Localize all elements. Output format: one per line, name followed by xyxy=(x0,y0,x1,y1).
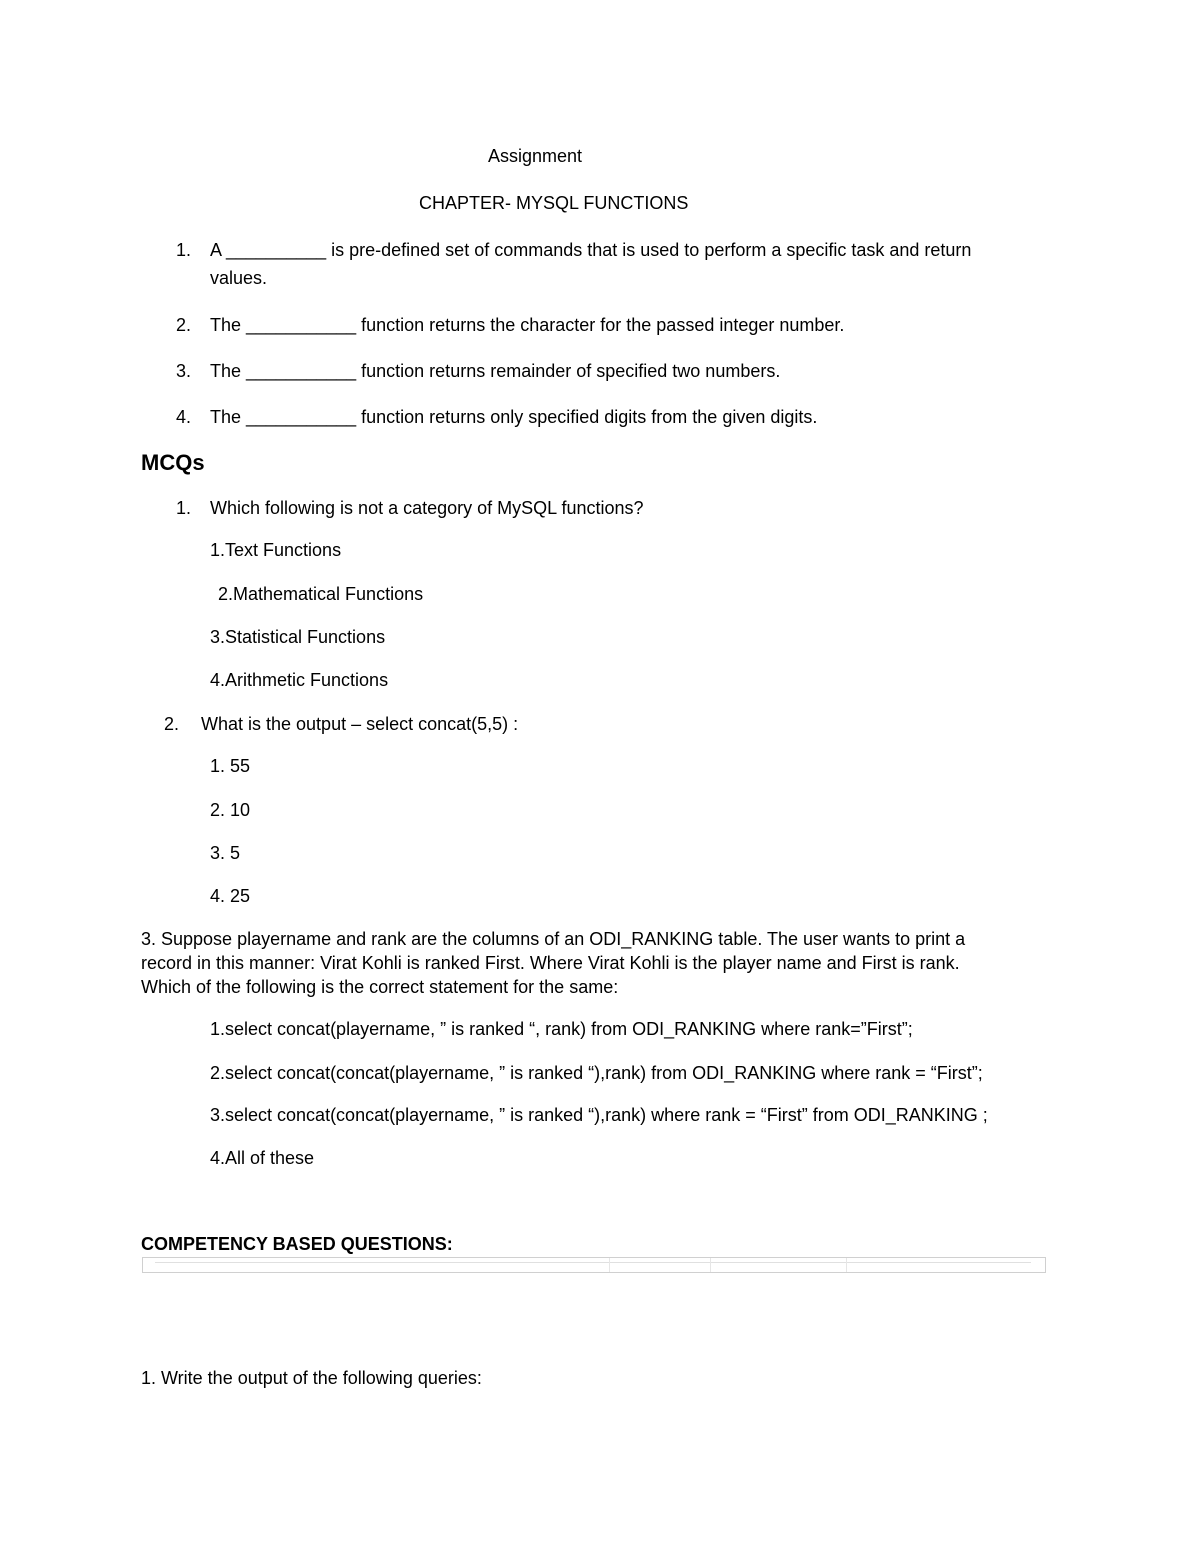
question-text: The ___________ function returns remainder of specified two numbers. xyxy=(210,361,781,381)
mcq-question-2 xyxy=(164,712,518,736)
mcq-question-3-line-3: Which of the following is the correct statement for the same: xyxy=(141,977,619,997)
mcq-heading: MCQs xyxy=(141,450,205,475)
question-text: A __________ is pre-defined set of commands that is used to perform a specific task and return xyxy=(210,240,972,260)
blank-question-1-cont: values. xyxy=(210,268,268,288)
empty-table xyxy=(142,1257,1046,1273)
mcq1-option-4: 4.Arithmetic Functions xyxy=(210,670,389,690)
mcq3-option-1: 1.select concat(playername, ” is ranked “, rank) from ODI_RANKING where rank=”First”; xyxy=(210,1019,913,1039)
mcq-question-1 xyxy=(176,496,644,520)
mcq1-option-1: 1.Text Functions xyxy=(210,540,342,560)
table-inner-line xyxy=(155,1262,1031,1263)
question-number: 2. xyxy=(164,714,180,734)
competency-heading: COMPETENCY BASED QUESTIONS: xyxy=(141,1234,453,1254)
question-text: The ___________ function returns the character for the passed integer number. xyxy=(210,315,845,335)
blank-question-1 xyxy=(176,238,971,262)
mcq1-option-2: 2.Mathematical Functions xyxy=(218,584,424,604)
mcq2-option-2: 2. 10 xyxy=(210,800,251,820)
question-text: Which following is not a category of MySQL functions? xyxy=(210,498,644,518)
table-column-divider xyxy=(846,1258,847,1272)
mcq-question-3-line-1: 3. Suppose playername and rank are the columns of an ODI_RANKING table. The user wants to print a xyxy=(141,929,966,949)
question-number: 2. xyxy=(176,315,192,335)
question-number: 4. xyxy=(176,407,192,427)
question-number: 1. xyxy=(176,498,192,518)
mcq-question-3-line-2: record in this manner: Virat Kohli is ranked First. Where Virat Kohli is the player name and First is rank. xyxy=(141,953,960,973)
mcq1-option-3: 3.Statistical Functions xyxy=(210,627,386,647)
table-column-divider xyxy=(710,1258,711,1272)
competency-question-1: 1. Write the output of the following queries: xyxy=(141,1368,482,1388)
question-text: The ___________ function returns only specified digits from the given digits. xyxy=(210,407,818,427)
chapter-title: CHAPTER- MYSQL FUNCTIONS xyxy=(419,193,689,213)
question-text: What is the output – select concat(5,5) : xyxy=(201,714,519,734)
mcq2-option-4: 4. 25 xyxy=(210,886,251,906)
mcq2-option-1: 1. 55 xyxy=(210,756,251,776)
question-number: 3. xyxy=(176,361,192,381)
blank-question-4 xyxy=(176,405,817,429)
blank-question-2 xyxy=(176,313,844,337)
table-column-divider xyxy=(609,1258,610,1272)
mcq3-option-2: 2.select concat(concat(playername, ” is ranked “),rank) from ODI_RANKING where rank = “First”; xyxy=(210,1063,983,1083)
mcq3-option-4: 4.All of these xyxy=(210,1148,315,1168)
mcq3-option-3: 3.select concat(concat(playername, ” is ranked “),rank) where rank = “First” from ODI_RANKING ; xyxy=(210,1105,988,1125)
blank-question-3 xyxy=(176,359,780,383)
mcq2-option-3: 3. 5 xyxy=(210,843,241,863)
question-number: 1. xyxy=(176,240,192,260)
assignment-title: Assignment xyxy=(488,146,583,166)
